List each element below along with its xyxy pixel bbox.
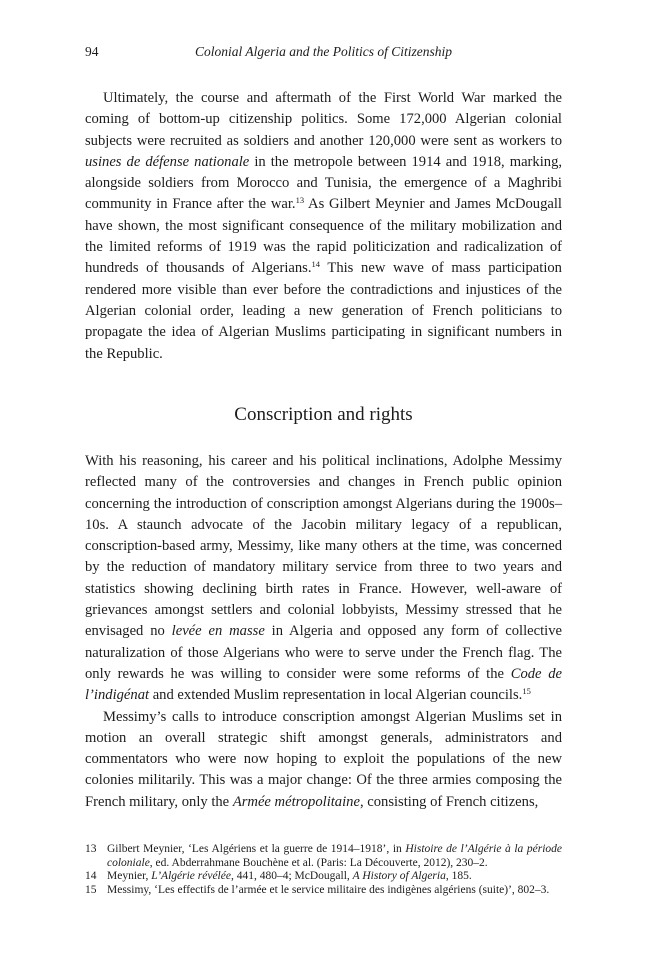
footnote-number: 15 [85, 883, 97, 896]
body-text-bottom [85, 451, 562, 813]
body-text-top [85, 88, 562, 365]
page-header [85, 44, 562, 64]
text-run: Ultimately, the course and aftermath of the First World War marked the coming of bottom-up citizenship politics. Some 172,000 Algerian colonial subjects were recruited as soldiers and another 120,000 were sent as workers to [85, 90, 562, 149]
text-run: and extended Muslim representation in local Algerian councils. [149, 687, 523, 704]
text-run: Gilbert Meynier, ‘Les Algériens et la guerre de 1914–1918’, in [107, 843, 406, 855]
footnote [85, 843, 562, 870]
footnote-ref[interactable]: 15 [522, 686, 531, 697]
paragraph [85, 88, 562, 365]
italic-term: Armée métropolitaine [232, 793, 360, 810]
footnote-ref[interactable]: 14 [311, 259, 320, 270]
italic-term: levée en masse [171, 623, 265, 640]
footnote-number: 13 [85, 843, 97, 855]
footnote-text [107, 870, 562, 884]
italic-title: A History of Algeria [352, 870, 446, 883]
text-run: This new wave of mass participation rendered more visible than ever before the contradictions and injustices of the Algerian colonial order, leading a new generation of French politicians to propagate the idea of Algerian Muslims participating in significant numbers in the Republic. [85, 260, 562, 362]
text-run: Messimy’s calls to introduce conscription amongst Algerian Muslims set in motion an overall strategic shift amongst generals, administrators and commentators who were now hoping to exploit the populations of the new colonies militarily. This was a major change: Of the three armies composing the French military, only the [85, 708, 562, 810]
running-head: Colonial Algeria and the Politics of Citizenship [194, 44, 452, 59]
text-run: , 185. [445, 870, 472, 883]
paragraph [85, 451, 562, 707]
footnote [85, 870, 562, 884]
text-run: in the metropole between 1914 and 1918, marking, alongside soldiers from Morocco and Tunisia, the emergence of a Maghribi community in France after the war. [85, 153, 563, 213]
paragraph [85, 707, 562, 813]
text-run: With his reasoning, his career and his political inclinations, Adolphe Messimy reflected many of the controversies and changes in French public opinion concerning the introduction of conscription amongst Algerians during the 1900s–10s. A staunch advocate of the Jacobin military legacy of a republican, conscription-based army, Messimy, like many others at the time, was concerned by the reduction of mandatory military service from three to two years and statistics showing declining birth rates in France. However, well-aware of grievances amongst settlers and colonial lobbyists, Messimy stressed that he envisaged no [85, 453, 562, 640]
text-run: As Gilbert Meynier and James McDougall have shown, the most significant consequence of the military mobilization and the limited reforms of 1919 was the rapid politicization and radicalization of hundreds of thousands of Algerians. [85, 196, 562, 277]
footnote-ref[interactable]: 13 [295, 195, 305, 206]
text-run: Messimy, ‘Les effectifs de l’armée et le service militaire des indigènes algériens (suite)’, 802–3. [107, 883, 550, 896]
footnote-number: 14 [85, 870, 97, 883]
page-number: 94 [85, 44, 99, 59]
text-run: , consisting of French citizens, [359, 793, 539, 810]
italic-term: Code de l’indigénat [85, 665, 563, 704]
section-heading: Conscription and rights [234, 404, 413, 425]
italic-term: usines de défense nationale [85, 153, 250, 170]
italic-title: Histoire de l’Algérie à la période coloniale [107, 843, 562, 869]
footnotes [85, 843, 562, 897]
footnote [85, 884, 562, 898]
text-run: in Algeria and opposed any form of collective naturalization of those Algerians who were to serve under the French flag. The only rewards he was willing to consider were some reforms of the [85, 623, 562, 682]
text-run: Meynier, [107, 870, 152, 883]
text-run: , ed. Abderrahmane Bouchène et al. (Paris: La Découverte, 2012), 230–2. [149, 856, 488, 869]
footnote-text [107, 884, 562, 898]
footnote-text [107, 843, 562, 870]
italic-title: L’Algérie révélée [151, 870, 231, 883]
text-run: , 441, 480–4; McDougall, [230, 870, 353, 883]
